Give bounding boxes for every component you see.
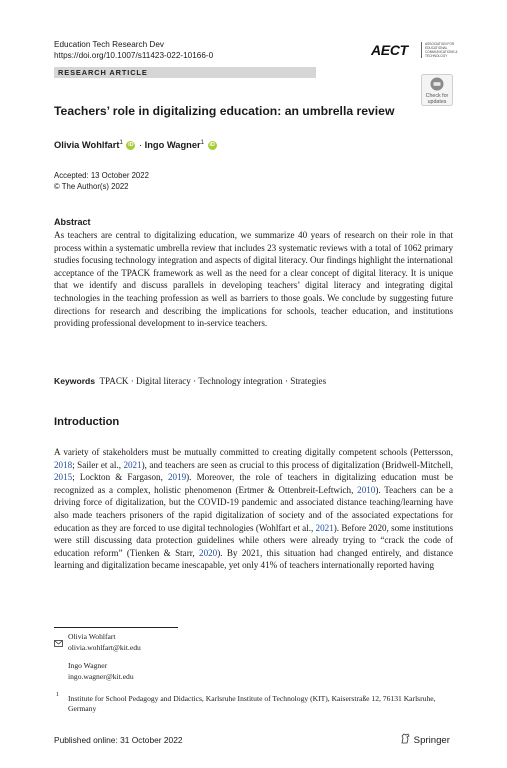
affiliation-text: Institute for School Pedagogy and Didactics, Karlsruhe Institute of Technology (KIT), Kaiserstraße 12, 76131 Karlsruhe, Germany (68, 694, 436, 713)
corresponding-author-name: Olivia Wohlfart (68, 632, 116, 641)
body-text-segment: ; Sailer et al., (72, 459, 124, 470)
springer-logo (400, 733, 450, 746)
citation-link[interactable]: 2018 (54, 459, 73, 470)
keywords-list: TPACK · Digital literacy · Technology integration · Strategies (99, 376, 327, 386)
abstract-heading: Abstract (54, 217, 91, 227)
footnote-rule (54, 627, 178, 628)
body-text-segment: ; Lockton & Fargason, (72, 472, 168, 483)
body-text-segment: ). By 2021, this situation had changed entirely, and distance learning and digitalization became inescapable, yet only 41% of teachers internationally reported having (54, 547, 453, 571)
envelope-icon (54, 634, 63, 652)
abstract-text: As teachers are central to digitalizing education, we summarize 40 years of research on their role in that process within a systematic umbrella review that includes 23 systematic reviews with a total of 1062 primary studies focusing technology integration and aspects of digital literacy. Our findings highlight the international acceptance of the TPACK framework as well as the need for a clear concept of digital literacy. It is unique that we identify and discuss parallels in developing teachers’ digital literacy and integrating digital technologies in the teaching profession as well as barriers to those goals. We conclude by suggesting future directions for research and describing the implications for schools, teacher education, and institutions providing professional development to in-service teachers. (54, 230, 453, 329)
body-text-segment: ), and teachers are seen as crucial to this process of digitalization (Bridwell-Mitchell, (141, 459, 453, 470)
check-updates-badge[interactable] (421, 74, 453, 106)
orcid-icon[interactable]: iD (128, 142, 134, 149)
citation-link[interactable]: 2010 (357, 484, 376, 495)
article-type: RESEARCH ARTICLE (58, 68, 148, 77)
doi-link[interactable]: https://doi.org/10.1007/s11423-022-10166-0 (54, 51, 214, 60)
body-text-segment: A variety of stakeholders must be mutually committed to creating digitally competent schools (Pettersson, (54, 447, 453, 457)
accepted-date: Accepted: 13 October 2022 (54, 171, 149, 180)
citation-link[interactable]: 2021 (123, 459, 142, 470)
citation-link[interactable]: 2015 (54, 472, 73, 483)
published-date: Published online: 31 October 2022 (54, 735, 183, 745)
affiliation-marker: 1 (200, 140, 204, 146)
author-separator: · (138, 140, 143, 151)
body-text-segment: ). Moreover, the role of teachers in digitalizing education must be recognized as a complex, holistic phenomenon (Ertmer & Ottenbreit-Leftwich, (54, 472, 453, 495)
springer-horse-icon (400, 733, 411, 744)
publisher-name: Springer (413, 735, 450, 746)
journal-name: Education Tech Research Dev (54, 40, 164, 49)
citation-link[interactable]: 2019 (167, 472, 187, 483)
copyright-notice: © The Author(s) 2022 (54, 182, 129, 191)
logo-subtext: ASSOCIATION FOR EDUCATIONAL COMMUNICATIONS & TECHNOLOGY (425, 42, 458, 58)
affiliation-marker: 1 (119, 140, 123, 146)
coauthor-email[interactable]: ingo.wagner@kit.edu (68, 672, 134, 681)
aect-logo-text: AECT (371, 42, 408, 58)
article-title: Teachers’ role in digitalizing education: an umbrella review (54, 104, 395, 118)
corresponding-author-email[interactable]: olivia.wohlfart@kit.edu (68, 643, 141, 652)
keywords-label: Keywords (54, 376, 96, 386)
introduction-paragraph (54, 446, 453, 572)
coauthor-name: Ingo Wagner (68, 661, 108, 670)
citation-link[interactable]: 2021 (315, 522, 334, 533)
author-name[interactable]: Ingo Wagner (144, 140, 201, 151)
author-name[interactable]: Olivia Wohlfart (54, 140, 120, 151)
orcid-icon[interactable]: iD (209, 142, 215, 149)
author-list (54, 140, 218, 150)
article-type-bar (54, 67, 316, 78)
body-text-segment: ). Before 2020, some institutions were still discussing data protection guidelines while others were already trying to “crack the code of education reform” (Tienken & Starr, (54, 522, 454, 558)
check-updates-text: Check for updates (425, 93, 449, 105)
section-heading-introduction: Introduction (54, 416, 120, 428)
affiliation-number: 1 (56, 692, 59, 698)
logo-divider (421, 42, 422, 58)
body-text-segment: ). Teachers can be a driving force of digitalization, but the COVID-19 pandemic and associated distance teaching/learning have also made teachers prisoners of the rapid digitalization of society and of the associated expectations for education as they are forced to use digital technologies (Wohlfart et al., (54, 484, 453, 533)
keywords-line (54, 376, 326, 386)
citation-link[interactable]: 2020 (199, 547, 218, 558)
